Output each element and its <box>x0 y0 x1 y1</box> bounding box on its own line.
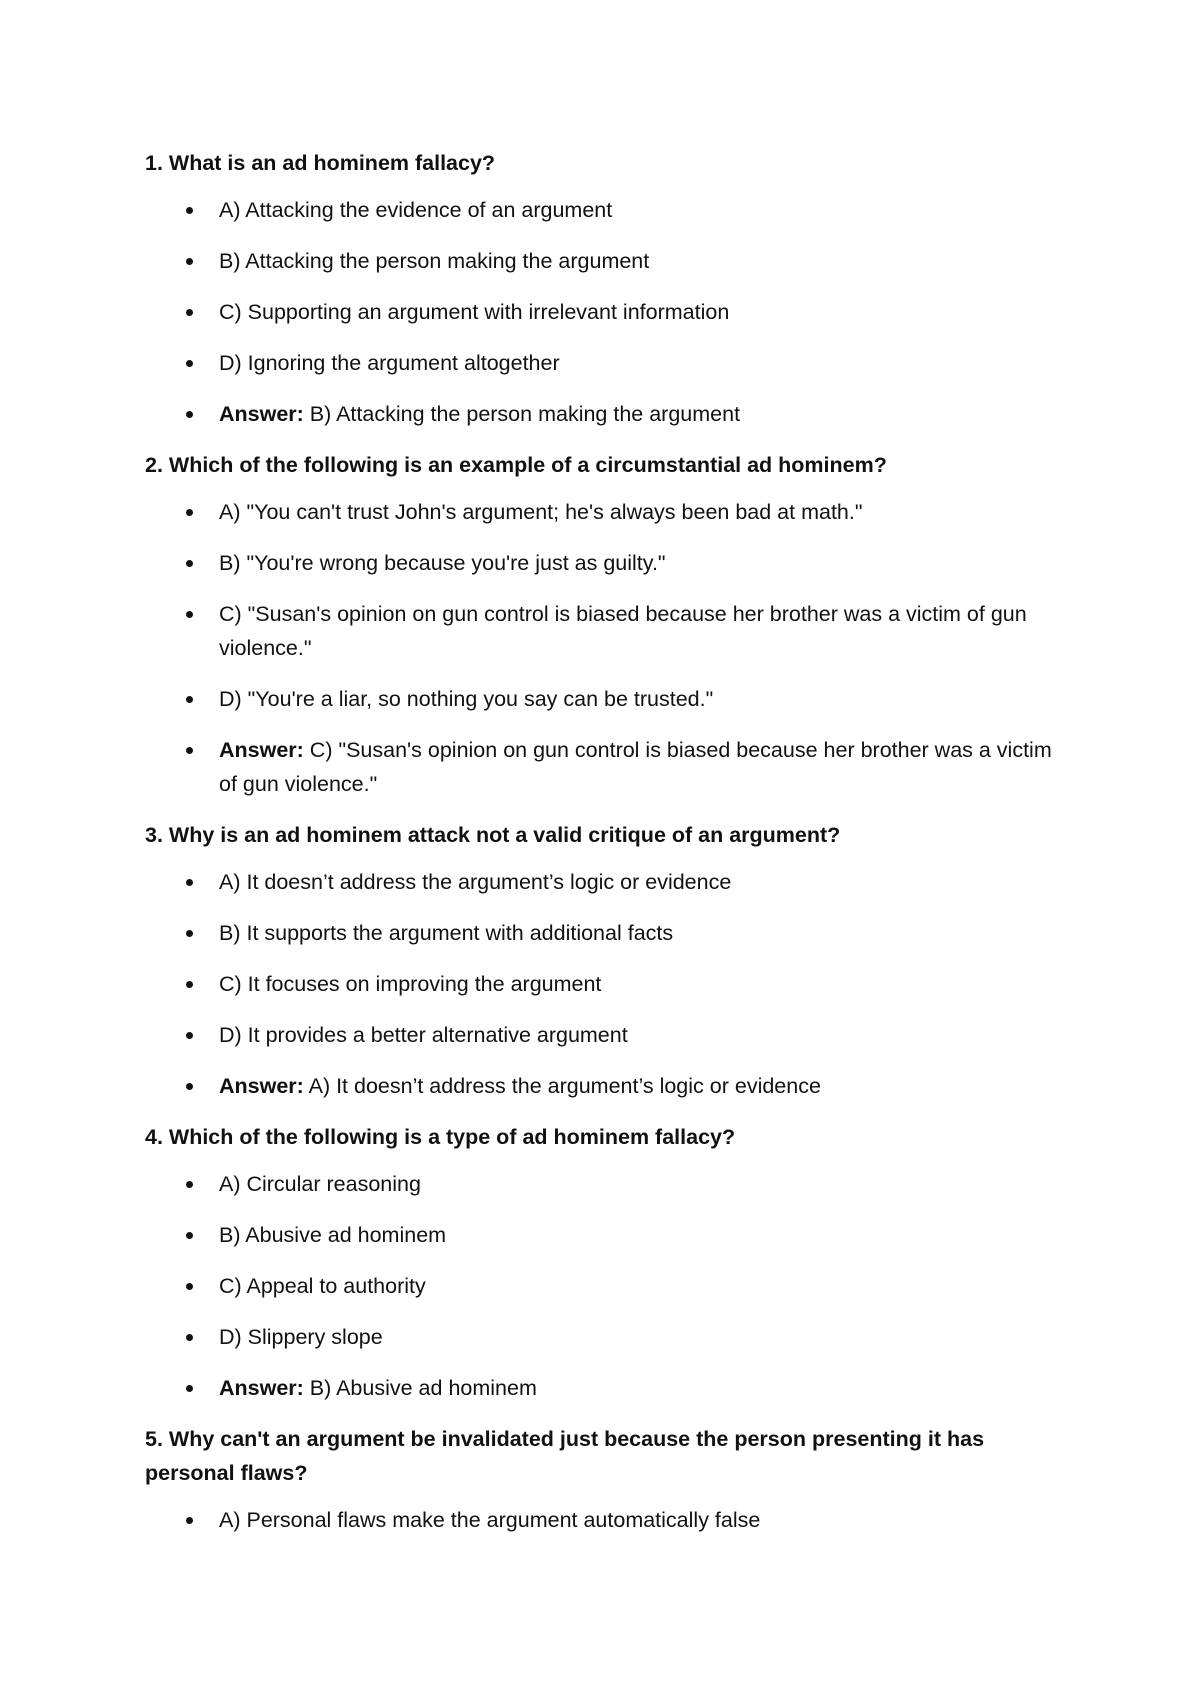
option-b <box>145 1218 1075 1252</box>
question-4 <box>145 1120 1075 1405</box>
answer-line <box>145 733 1075 801</box>
question-title: 1. What is an ad hominem fallacy? <box>145 151 496 175</box>
answer-label: Answer: <box>219 1074 304 1098</box>
option-a <box>145 1167 1075 1201</box>
answer-text: A) It doesn’t address the argument’s logic or evidence <box>303 1074 821 1098</box>
question-title: 2. Which of the following is an example of a circumstantial ad hominem? <box>145 453 887 477</box>
option-text: C) "Susan's opinion on gun control is biased because her brother was a victim of gun violence." <box>219 602 1027 660</box>
answer-line <box>145 1371 1075 1405</box>
bullet-icon <box>186 1334 193 1341</box>
option-c <box>145 597 1075 665</box>
bullet-icon <box>186 1517 193 1524</box>
question-title: 4. Which of the following is a type of ad hominem fallacy? <box>145 1125 736 1149</box>
bullet-icon <box>186 509 193 516</box>
option-list <box>145 865 1075 1103</box>
option-text: A) Circular reasoning <box>219 1172 421 1196</box>
question-1 <box>145 146 1075 431</box>
option-d <box>145 682 1075 716</box>
bullet-icon <box>186 1032 193 1039</box>
bullet-icon <box>186 611 193 618</box>
option-c <box>145 967 1075 1001</box>
answer-line <box>145 1069 1075 1103</box>
option-text: D) It provides a better alternative argument <box>219 1023 628 1047</box>
option-c <box>145 295 1075 329</box>
bullet-icon <box>186 981 193 988</box>
answer-text: B) Attacking the person making the argument <box>303 402 741 426</box>
question-3 <box>145 818 1075 1103</box>
option-text: A) Personal flaws make the argument automatically false <box>219 1508 761 1532</box>
option-text: B) "You're wrong because you're just as guilty." <box>219 551 666 575</box>
option-text: C) Supporting an argument with irrelevant information <box>219 300 730 324</box>
option-a <box>145 865 1075 899</box>
bullet-icon <box>186 1385 193 1392</box>
bullet-icon <box>186 360 193 367</box>
bullet-icon <box>186 1083 193 1090</box>
answer-label: Answer: <box>219 1376 304 1400</box>
bullet-icon <box>186 560 193 567</box>
bullet-icon <box>186 207 193 214</box>
bullet-icon <box>186 411 193 418</box>
option-b <box>145 546 1075 580</box>
bullet-icon <box>186 309 193 316</box>
bullet-icon <box>186 747 193 754</box>
question-2 <box>145 448 1075 801</box>
option-d <box>145 1018 1075 1052</box>
bullet-icon <box>186 1232 193 1239</box>
option-b <box>145 244 1075 278</box>
answer-label: Answer: <box>219 738 304 762</box>
option-text: A) Attacking the evidence of an argument <box>219 198 613 222</box>
question-title: 3. Why is an ad hominem attack not a valid critique of an argument? <box>145 823 841 847</box>
option-list <box>145 1167 1075 1405</box>
option-text: D) "You're a liar, so nothing you say can be trusted." <box>219 687 714 711</box>
question-5 <box>145 1422 1075 1537</box>
option-text: A) "You can't trust John's argument; he's always been bad at math." <box>219 500 863 524</box>
option-a <box>145 1503 1075 1537</box>
option-a <box>145 193 1075 227</box>
quiz-content <box>145 146 1075 1554</box>
option-list <box>145 495 1075 801</box>
answer-text: B) Abusive ad hominem <box>303 1376 537 1400</box>
option-d <box>145 1320 1075 1354</box>
bullet-icon <box>186 696 193 703</box>
option-list <box>145 1503 1075 1537</box>
option-c <box>145 1269 1075 1303</box>
bullet-icon <box>186 1283 193 1290</box>
option-text: B) Attacking the person making the argument <box>219 249 650 273</box>
option-d <box>145 346 1075 380</box>
bullet-icon <box>186 1181 193 1188</box>
option-text: C) It focuses on improving the argument <box>219 972 602 996</box>
option-list <box>145 193 1075 431</box>
option-a <box>145 495 1075 529</box>
bullet-icon <box>186 258 193 265</box>
option-text: D) Slippery slope <box>219 1325 383 1349</box>
answer-line <box>145 397 1075 431</box>
bullet-icon <box>186 879 193 886</box>
option-text: C) Appeal to authority <box>219 1274 426 1298</box>
answer-text: C) "Susan's opinion on gun control is biased because her brother was a victim of gun violence." <box>219 738 1052 796</box>
answer-label: Answer: <box>219 402 304 426</box>
option-text: A) It doesn’t address the argument’s logic or evidence <box>219 870 732 894</box>
option-b <box>145 916 1075 950</box>
option-text: B) It supports the argument with additional facts <box>219 921 674 945</box>
option-text: B) Abusive ad hominem <box>219 1223 447 1247</box>
bullet-icon <box>186 930 193 937</box>
option-text: D) Ignoring the argument altogether <box>219 351 560 375</box>
question-title: 5. Why can't an argument be invalidated just because the person presenting it has personal flaws? <box>145 1427 985 1485</box>
